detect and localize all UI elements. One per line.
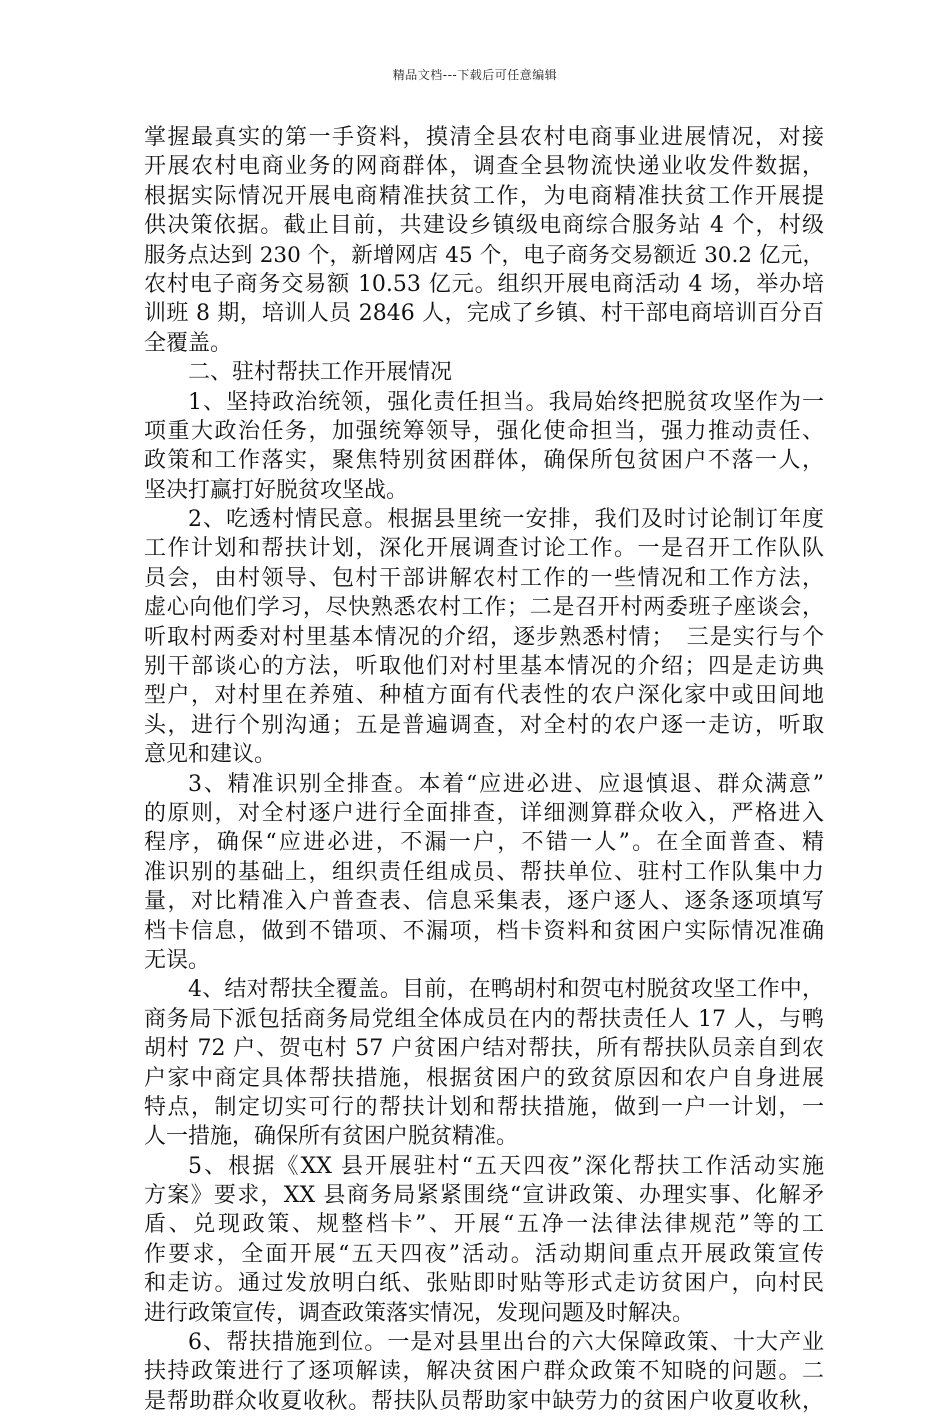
text-line: 扶持政策进行了逐项解读，解决贫困户群众政策不知晓的问题。二 [144,1359,824,1385]
text-line: 听取村两委对村里基本情况的介绍，逐步熟悉村情； 三是实行与个 [144,624,824,650]
text-line: 特点，制定切实可行的帮扶计划和帮扶措施，做到一户一计划，一 [144,1094,824,1120]
text-line: 农村电子商务交易额 10.53 亿元。组织开展电商活动 4 场，举办培 [144,271,824,297]
text-line: 训班 8 期，培训人员 2846 人，完成了乡镇、村干部电商培训百分百 [144,301,824,327]
text-line: 量，对比精准入户普查表、信息采集表，逐户逐人、逐条逐项填写 [144,889,824,915]
text-line: 供决策依据。截止目前，共建设乡镇级电商综合服务站 4 个，村级 [144,213,824,239]
text-line: 盾、兑现政策、规整档卡”、开展“五净一法律法律规范”等的工 [144,1212,824,1238]
text-line: 人一措施，确保所有贫困户脱贫精准。 [144,1124,519,1150]
text-line: 4、结对帮扶全覆盖。目前，在鸭胡村和贺屯村脱贫攻坚工作中， [188,977,824,1003]
text-line: 服务点达到 230 个，新增网店 45 个，电子商务交易额近 30.2 亿元， [144,242,824,268]
text-line: 开展农村电商业务的网商群体，调查全县物流快递业收发件数据， [144,154,824,180]
text-line: 意见和建议。 [144,742,277,768]
text-line: 作要求，全面开展“五天四夜”活动。活动期间重点开展政策宣传 [144,1241,824,1267]
text-line: 的原则，对全村逐户进行全面排查，详细测算群众收入，严格进入 [144,800,824,826]
text-line: 无误。 [144,947,211,973]
text-line: 1、坚持政治统领，强化责任担当。我局始终把脱贫攻坚作为一 [188,389,824,415]
text-line: 虚心向他们学习，尽快熟悉农村工作；二是召开村两委班子座谈会， [144,595,824,621]
text-line: 5、根据《XX 县开展驻村“五天四夜”深化帮扶工作活动实施 [188,1153,824,1179]
text-line: 档卡信息，做到不错项、不漏项，档卡资料和贫困户实际情况准确 [144,918,824,944]
text-line: 头，进行个别沟通；五是普遍调查，对全村的农户逐一走访，听取 [144,712,824,738]
text-line: 进行政策宣传，调查政策落实情况，发现问题及时解决。 [144,1300,695,1326]
text-line: 型户，对村里在养殖、种植方面有代表性的农户深化家中或田间地 [144,683,824,709]
text-line: 政策和工作落实，聚焦特别贫困群体，确保所包贫困户不落一人， [144,448,824,474]
text-line: 程序，确保“应进必进，不漏一户，不错一人”。在全面普查、精 [144,830,824,856]
text-line: 别干部谈心的方法，听取他们对村里基本情况的介绍；四是走访典 [144,654,824,680]
text-line: 商务局下派包括商务局党组全体成员在内的帮扶责任人 17 人，与鸭 [144,1006,824,1032]
text-line: 员会，由村领导、包村干部讲解农村工作的一些情况和工作方法， [144,565,824,591]
text-line: 坚决打赢打好脱贫攻坚战。 [144,477,409,503]
text-line: 掌握最真实的第一手资料，摸清全县农村电商事业进展情况，对接 [144,125,824,150]
text-line: 户家中商定具体帮扶措施，根据贫困户的致贫原因和农户自身进展 [144,1065,824,1091]
text-line: 2、吃透村情民意。根据县里统一安排，我们及时讨论制订年度 [188,507,824,533]
text-line: 6、帮扶措施到位。一是对县里出台的六大保障政策、十大产业 [188,1330,824,1356]
document-body [144,123,824,1416]
text-line: 和走访。通过发放明白纸、张贴即时贴等形式走访贫困户，向村民 [144,1271,824,1297]
text-line: 准识别的基础上，组织责任组成员、帮扶单位、驻村工作队集中力 [144,859,824,885]
page-header: 精品文档---下载后可任意编辑 [392,68,558,82]
text-line: 工作计划和帮扶计划，深化开展调查讨论工作。一是召开工作队队 [144,536,824,562]
text-line: 全覆盖。 [144,330,233,356]
text-line: 方案》要求，XX 县商务局紧紧围绕“宣讲政策、办理实事、化解矛 [144,1183,824,1209]
text-line: 二、驻村帮扶工作开展情况 [188,360,453,386]
text-line: 3、精准识别全排查。本着“应进必进、应退慎退、群众满意” [188,771,824,797]
text-line: 是帮助群众收夏收秋。帮扶队员帮助家中缺劳力的贫困户收夏收秋， [144,1388,824,1414]
text-line: 胡村 72 户、贺屯村 57 户贫困户结对帮扶，所有帮扶队员亲自到农 [144,1036,824,1062]
text-line: 项重大政治任务，加强统筹领导，强化使命担当，强力推动责任、 [144,418,824,444]
text-line: 根据实际情况开展电商精准扶贫工作，为电商精准扶贫工作开展提 [144,183,824,209]
